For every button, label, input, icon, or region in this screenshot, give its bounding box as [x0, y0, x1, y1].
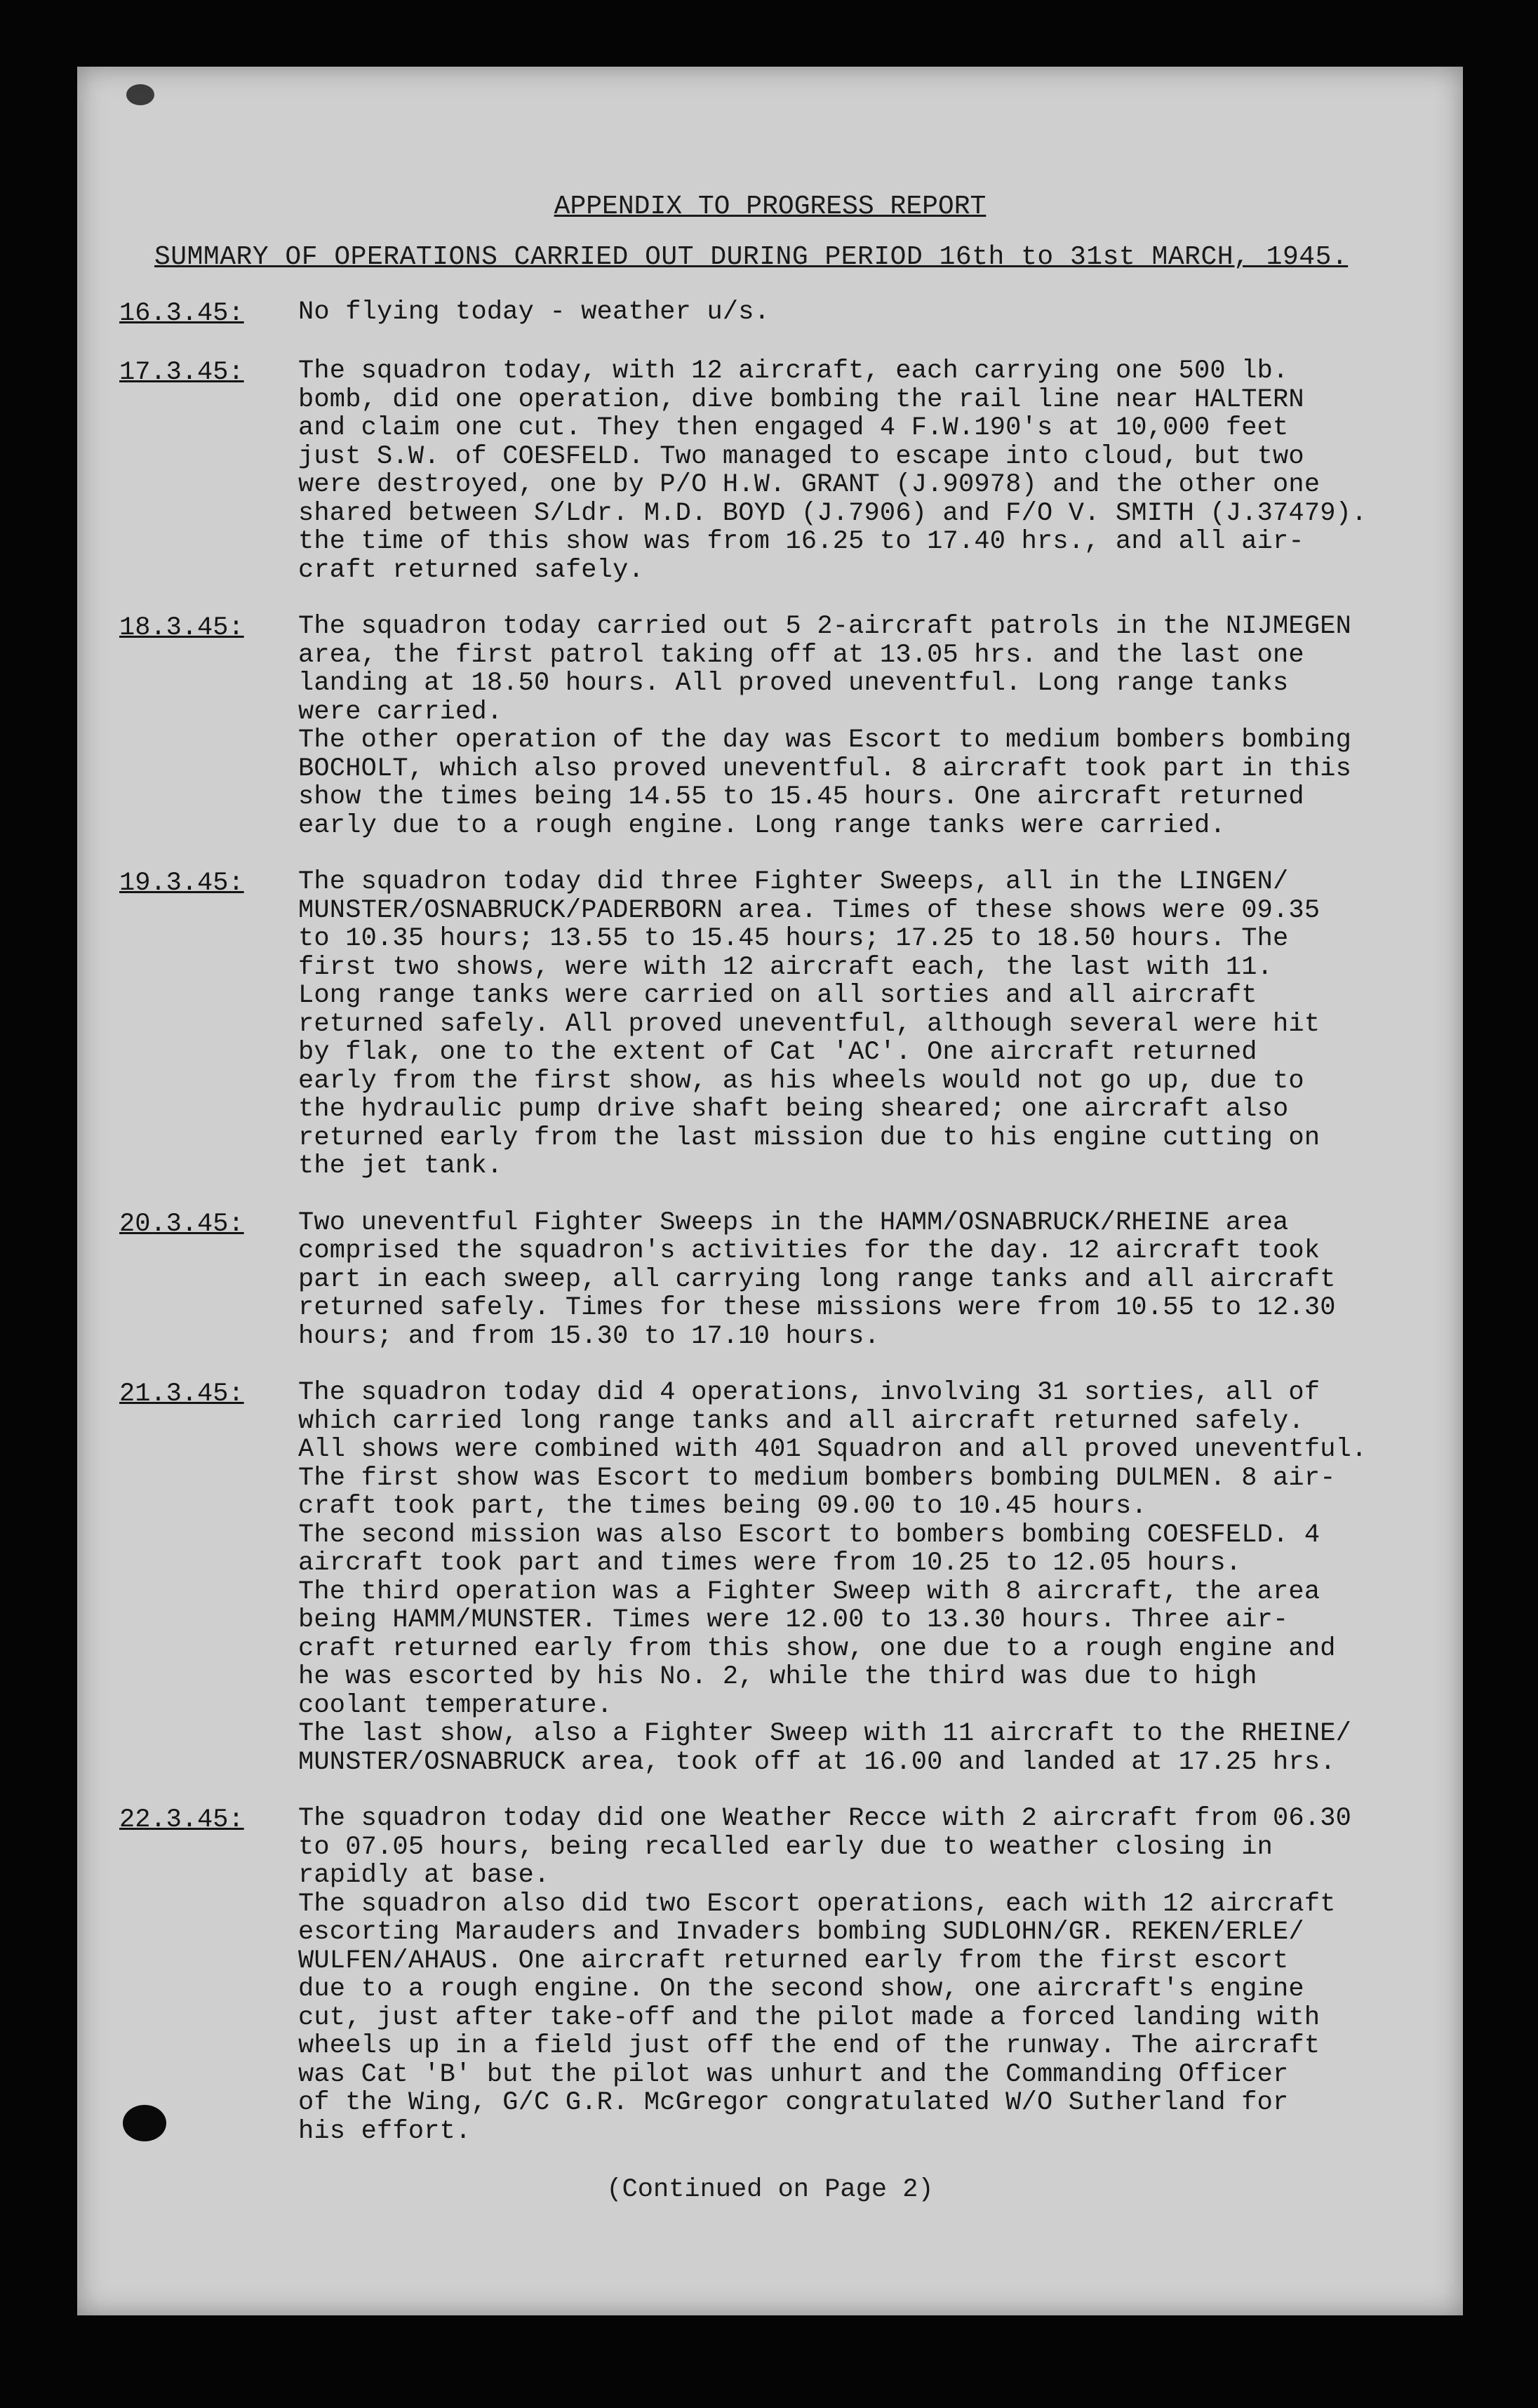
entry-line: of the Wing, G/C G.R. McGregor congratulated W/O Sutherland for [298, 2088, 1289, 2118]
entry-line: rapidly at base. [298, 1861, 550, 1890]
entry-line: The second mission was also Escort to bombers bombing COESFELD. 4 [298, 1520, 1320, 1550]
log-entry [119, 1379, 1452, 1777]
entry-line: coolant temperature. [298, 1690, 613, 1720]
entry-line: show the times being 14.55 to 15.45 hours. One aircraft returned [298, 782, 1304, 812]
page-title: APPENDIX TO PROGRESS REPORT [554, 192, 987, 222]
entry-date: 22.3.45: [119, 1805, 244, 1835]
entry-line: WULFEN/AHAUS. One aircraft returned early from the first escort [298, 1946, 1289, 1976]
entry-line: Two uneventful Fighter Sweeps in the HAMM/OSNABRUCK/RHEINE area [298, 1208, 1289, 1238]
entry-text [298, 1209, 1452, 1351]
entry-line: first two shows, were with 12 aircraft each, the last with 11. [298, 952, 1273, 982]
entry-line: craft returned safely. [298, 555, 644, 585]
entry-line: The third operation was a Fighter Sweep with 8 aircraft, the area [298, 1577, 1320, 1607]
entry-line: wheels up in a field just off the end of the runway. The aircraft [298, 2031, 1320, 2061]
entry-date: 17.3.45: [119, 358, 244, 387]
log-entry [119, 613, 1452, 840]
entry-line: returned safely. All proved uneventful, although several were hit [298, 1009, 1320, 1039]
entry-line: just S.W. of COESFELD. Two managed to escape into cloud, but two [298, 441, 1304, 471]
page-subtitle: SUMMARY OF OPERATIONS CARRIED OUT DURING PERIOD 16th to 31st MARCH, 1945. [154, 242, 1349, 272]
entry-date: 19.3.45: [119, 869, 244, 898]
entry-line: MUNSTER/OSNABRUCK/PADERBORN area. Times of these shows were 09.35 [298, 895, 1320, 925]
entry-line: cut, just after take-off and the pilot made a forced landing with [298, 2002, 1320, 2033]
entry-line: The squadron also did two Escort operations, each with 12 aircraft [298, 1889, 1336, 1919]
entry-line: to 10.35 hours; 13.55 to 15.45 hours; 17.25 to 18.50 hours. The [298, 924, 1289, 954]
entry-line: by flak, one to the extent of Cat 'AC'. One aircraft returned [298, 1038, 1257, 1067]
entry-line: landing at 18.50 hours. All proved uneventful. Long range tanks [298, 669, 1289, 698]
entry-line: being HAMM/MUNSTER. Times were 12.00 to 13.30 hours. Three air- [298, 1605, 1289, 1635]
entry-line: Long range tanks were carried on all sorties and all aircraft [298, 981, 1257, 1010]
entry-line: The last show, also a Fighter Sweep with 11 aircraft to the RHEINE/ [298, 1719, 1352, 1748]
entry-text [298, 298, 1452, 329]
entry-text [298, 868, 1452, 1181]
entry-text [298, 357, 1452, 584]
entry-date: 20.3.45: [119, 1209, 244, 1239]
entry-line: due to a rough engine. On the second show, one aircraft's engine [298, 1974, 1304, 2004]
entry-line: returned safely. Times for these missions were from 10.55 to 12.30 [298, 1293, 1336, 1323]
entry-line: he was escorted by his No. 2, while the third was due to high [298, 1662, 1257, 1692]
entry-line: returned early from the last mission due to his engine cutting on [298, 1123, 1320, 1153]
log-entry [119, 357, 1452, 584]
entry-date: 21.3.45: [119, 1379, 244, 1409]
log-entry [119, 1209, 1452, 1351]
entry-text [298, 1805, 1452, 2146]
entry-line: The other operation of the day was Escort to medium bombers bombing [298, 725, 1352, 755]
entry-line: was Cat 'B' but the pilot was unhurt and the Commanding Officer [298, 2059, 1289, 2089]
entry-line: craft returned early from this show, one due to a rough engine and [298, 1633, 1336, 1664]
entry-line: aircraft took part and times were from 10.25 to 12.05 hours. [298, 1549, 1242, 1578]
entry-line: bomb, did one operation, dive bombing the rail line near HALTERN [298, 384, 1304, 415]
entry-date: 16.3.45: [119, 299, 244, 328]
entry-text [298, 613, 1452, 840]
log-entry [119, 868, 1452, 1181]
document-page [77, 67, 1463, 2315]
entry-line: which carried long range tanks and all aircraft returned safely. [298, 1406, 1304, 1436]
ink-blot [126, 84, 154, 105]
entry-line: The squadron today did three Fighter Sweeps, all in the LINGEN/ [298, 867, 1289, 897]
entry-line: and claim one cut. They then engaged 4 F.W.190's at 10,000 feet [298, 413, 1289, 443]
log-entry [119, 298, 1452, 329]
entry-line: part in each sweep, all carrying long range tanks and all aircraft [298, 1264, 1336, 1295]
entry-line: The squadron today did 4 operations, involving 31 sorties, all of [298, 1378, 1320, 1407]
entry-line: early from the first show, as his wheels would not go up, due to [298, 1066, 1304, 1096]
operations-log [119, 298, 1452, 2174]
ink-blot [123, 2105, 166, 2141]
entry-line: area, the first patrol taking off at 13.05 hrs. and the last one [298, 640, 1304, 670]
entry-line: the jet tank. [298, 1151, 503, 1181]
entry-line: his effort. [298, 2116, 472, 2146]
entry-line: escorting Marauders and Invaders bombing SUDLOHN/GR. REKEN/ERLE/ [298, 1918, 1304, 1947]
entry-line: The squadron today carried out 5 2-aircraft patrols in the NIJMEGEN [298, 612, 1352, 641]
entry-line: early due to a rough engine. Long range tanks were carried. [298, 810, 1226, 841]
continuation-note: (Continued on Page 2) [606, 2175, 934, 2205]
entry-line: to 07.05 hours, being recalled early due to weather closing in [298, 1832, 1273, 1862]
entry-line: The squadron today did one Weather Recce with 2 aircraft from 06.30 [298, 1804, 1352, 1833]
entry-text [298, 1379, 1452, 1777]
entry-line: comprised the squadron's activities for the day. 12 aircraft took [298, 1236, 1320, 1266]
entry-line: the hydraulic pump drive shaft being sheared; one aircraft also [298, 1095, 1289, 1124]
entry-date: 18.3.45: [119, 613, 244, 643]
entry-line: The first show was Escort to medium bombers bombing DULMEN. 8 air- [298, 1463, 1336, 1493]
log-entry [119, 1805, 1452, 2146]
entry-line: the time of this show was from 16.25 to 17.40 hrs., and all air- [298, 527, 1304, 556]
entry-line: All shows were combined with 401 Squadron and all proved uneventful. [298, 1435, 1368, 1464]
entry-line: MUNSTER/OSNABRUCK area, took off at 16.00 and landed at 17.25 hrs. [298, 1747, 1336, 1777]
entry-line: hours; and from 15.30 to 17.10 hours. [298, 1321, 880, 1351]
entry-line: were carried. [298, 697, 503, 727]
entry-line: The squadron today, with 12 aircraft, each carrying one 500 lb. [298, 356, 1289, 386]
entry-line: No flying today - weather u/s. [298, 297, 770, 327]
entry-line: BOCHOLT, which also proved uneventful. 8 aircraft took part in this [298, 754, 1352, 784]
entry-line: shared between S/Ldr. M.D. BOYD (J.7906) and F/O V. SMITH (J.37479). [298, 498, 1368, 528]
entry-line: craft took part, the times being 09.00 to 10.45 hours. [298, 1492, 1147, 1521]
entry-line: were destroyed, one by P/O H.W. GRANT (J.90978) and the other one [298, 470, 1320, 500]
